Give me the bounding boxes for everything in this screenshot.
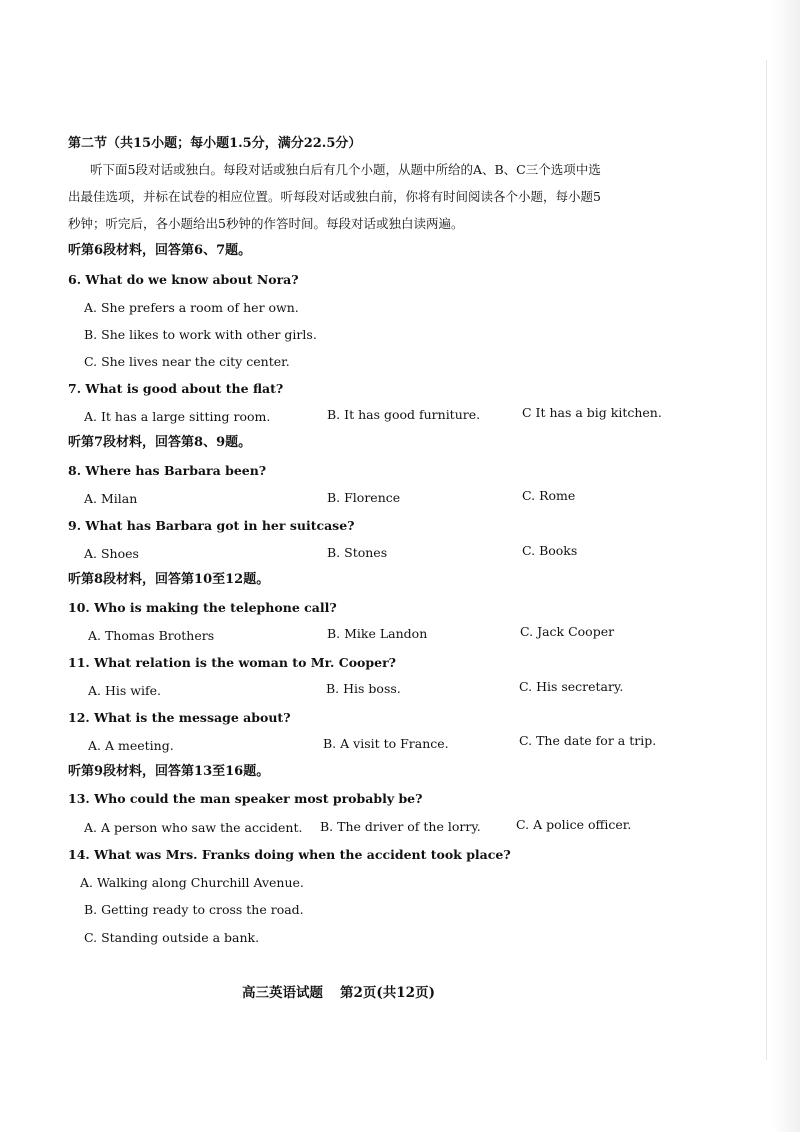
- option-c: C. Rome: [522, 488, 576, 503]
- option-a: A. A person who saw the accident.: [84, 820, 303, 835]
- footer-subject: 高三英语试题: [242, 985, 323, 1001]
- section-title: 第二节（共15小题；每小题1.5分，满分22.5分）: [68, 136, 362, 151]
- option-c: C It has a big kitchen.: [522, 405, 662, 420]
- intro-line-3: 秒钟；听完后，各小题给出5秒钟的作答时间。每段对话或独白读两遍。: [68, 216, 464, 231]
- question-stem: 14. What was Mrs. Franks doing when the accident took place?: [68, 847, 511, 862]
- question-stem: 8. Where has Barbara been?: [68, 463, 267, 478]
- question-stem: 9. What has Barbara got in her suitcase?: [68, 518, 355, 533]
- option-c: C. The date for a trip.: [519, 733, 657, 748]
- page-edge-shadow: [772, 0, 800, 1132]
- option-c: C. Standing outside a bank.: [84, 930, 260, 945]
- option-b: B. She likes to work with other girls.: [84, 327, 317, 342]
- question-stem: 12. What is the message about?: [68, 710, 291, 725]
- question-stem: 6. What do we know about Nora?: [68, 272, 299, 287]
- group-instruction: 听第9段材料，回答第13至16题。: [68, 764, 270, 779]
- option-a: A. She prefers a room of her own.: [84, 300, 299, 315]
- option-b: B. The driver of the lorry.: [320, 819, 481, 834]
- question-stem: 13. Who could the man speaker most probably be?: [68, 791, 423, 806]
- option-c: C. A police officer.: [516, 817, 632, 832]
- option-b: B. It has good furniture.: [327, 407, 481, 422]
- option-b: B. Stones: [327, 545, 388, 560]
- option-b: B. Getting ready to cross the road.: [84, 902, 304, 917]
- option-c: C. His secretary.: [519, 679, 624, 694]
- option-b: B. A visit to France.: [323, 736, 449, 751]
- option-a: A. Thomas Brothers: [88, 628, 215, 643]
- option-a: A. A meeting.: [88, 738, 174, 753]
- group-instruction: 听第8段材料，回答第10至12题。: [68, 572, 270, 587]
- option-a: A. Shoes: [84, 546, 139, 561]
- option-a: A. Milan: [84, 491, 138, 506]
- question-stem: 7. What is good about the flat?: [68, 381, 284, 396]
- option-b: B. Mike Landon: [327, 626, 428, 641]
- option-a: A. It has a large sitting room.: [84, 409, 271, 424]
- group-instruction: 听第7段材料，回答第8、9题。: [68, 435, 252, 450]
- option-a: A. His wife.: [88, 683, 161, 698]
- page-edge-line: [766, 60, 767, 1060]
- option-b: B. His boss.: [326, 681, 401, 696]
- intro-line-1: 听下面5段对话或独白。每段对话或独白后有几个小题，从题中所给的A、B、C三个选项中选: [90, 162, 601, 177]
- intro-line-2: 出最佳选项，并标在试卷的相应位置。听每段对话或独白前，你将有时间阅读各个小题，每小题5: [68, 189, 601, 204]
- option-c: C. She lives near the city center.: [84, 354, 290, 369]
- option-b: B. Florence: [327, 490, 401, 505]
- question-stem: 11. What relation is the woman to Mr. Cooper?: [68, 655, 396, 670]
- question-stem: 10. Who is making the telephone call?: [68, 600, 337, 615]
- option-c: C. Jack Cooper: [520, 624, 615, 639]
- option-a: A. Walking along Churchill Avenue.: [80, 875, 304, 890]
- option-c: C. Books: [522, 543, 578, 558]
- group-instruction: 听第6段材料，回答第6、7题。: [68, 243, 252, 258]
- footer-page-info: 第2页(共12页): [340, 985, 435, 1001]
